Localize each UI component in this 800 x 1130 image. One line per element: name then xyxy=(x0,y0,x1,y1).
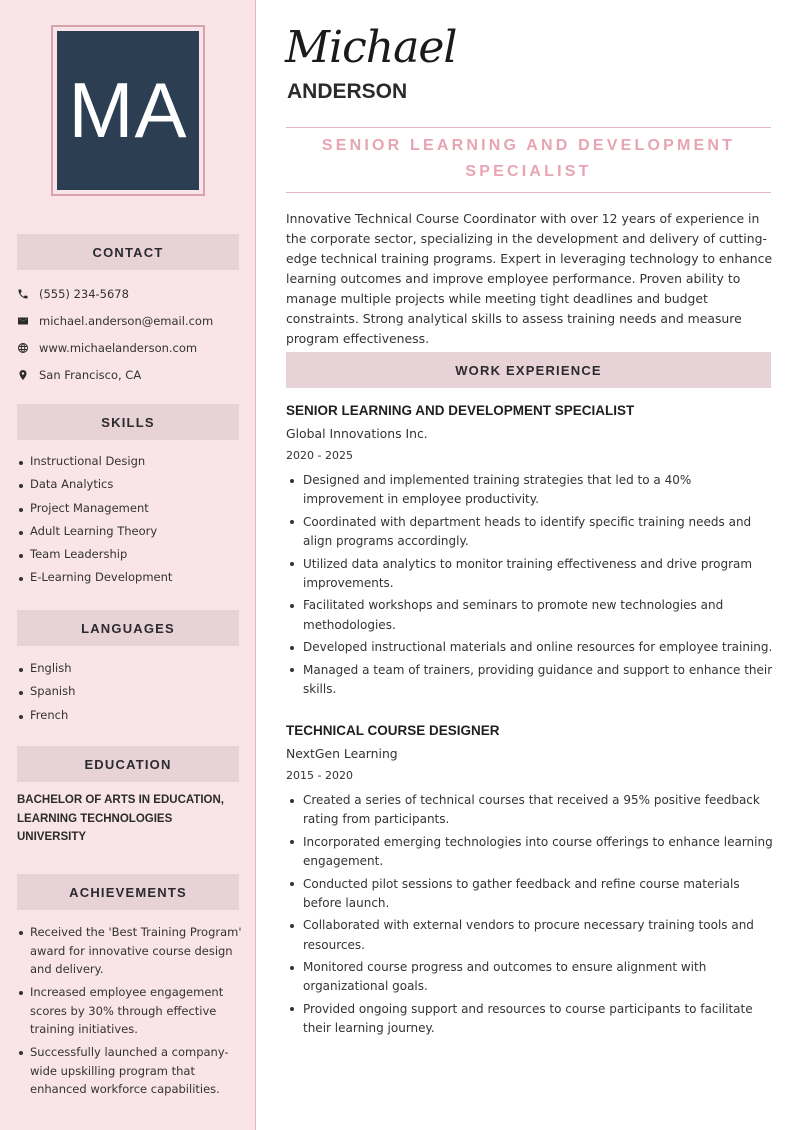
website-text: www.michaelanderson.com xyxy=(39,340,198,355)
job-company: Global Innovations Inc. xyxy=(286,426,428,441)
languages-list xyxy=(17,660,242,730)
achievements-heading: ACHIEVEMENTS xyxy=(17,874,239,910)
education-degree: BACHELOR OF ARTS IN EDUCATION, LEARNING TECHNOLOGIES UNIVERSITY xyxy=(17,794,224,843)
role-title: SENIOR LEARNING AND DEVELOPMENT SPECIALIST xyxy=(321,137,736,180)
job-dates: 2020 - 2025 xyxy=(286,449,353,462)
location-pin-icon xyxy=(17,369,39,381)
contact-location xyxy=(17,361,242,388)
title-divider-bottom xyxy=(286,192,771,193)
monogram: MA xyxy=(57,31,199,190)
contact-list xyxy=(17,280,242,388)
mail-icon xyxy=(17,315,39,327)
education-heading: EDUCATION xyxy=(17,746,239,782)
globe-icon xyxy=(17,342,39,354)
achievement-item: Successfully launched a company-wide upskilling program that enhanced workforce capabilities. xyxy=(17,1043,242,1099)
monogram-frame xyxy=(51,25,205,196)
job-bullet: Conducted pilot sessions to gather feedback and refine course materials before launch. xyxy=(286,875,774,914)
skill-item: Project Management xyxy=(17,500,242,523)
phone-text: (555) 234-5678 xyxy=(39,286,129,301)
skills-list xyxy=(17,453,242,593)
job-bullet: Developed instructional materials and online resources for employee training. xyxy=(286,638,774,657)
job-bullets xyxy=(286,791,774,1039)
skill-item: Adult Learning Theory xyxy=(17,523,242,546)
job-bullet: Provided ongoing support and resources to course participants to facilitate their learning journey. xyxy=(286,1000,774,1039)
phone-icon xyxy=(17,288,39,300)
email-text: michael.anderson@email.com xyxy=(39,313,214,328)
job-entry xyxy=(286,400,774,702)
contact-email[interactable] xyxy=(17,307,242,334)
job-bullet: Coordinated with department heads to identify specific training needs and align programs accordingly. xyxy=(286,513,774,552)
skill-item: E-Learning Development xyxy=(17,569,242,592)
skill-item: Team Leadership xyxy=(17,546,242,569)
language-item: French xyxy=(17,707,242,730)
language-item: English xyxy=(17,660,242,683)
job-bullet: Monitored course progress and outcomes to ensure alignment with organizational goals. xyxy=(286,958,774,997)
achievements-list xyxy=(17,923,242,1103)
job-bullet: Incorporated emerging technologies into course offerings to enhance learning engagement. xyxy=(286,833,774,872)
skills-heading: SKILLS xyxy=(17,404,239,440)
languages-heading: LANGUAGES xyxy=(17,610,239,646)
title-divider-top xyxy=(286,127,771,128)
job-bullet: Created a series of technical courses that received a 95% positive feedback rating from participants. xyxy=(286,791,774,830)
achievement-item: Received the 'Best Training Program' award for innovative course design and delivery. xyxy=(17,923,242,979)
first-name: Michael xyxy=(285,22,457,73)
job-bullets xyxy=(286,471,774,699)
job-dates: 2015 - 2020 xyxy=(286,769,353,782)
skill-item: Data Analytics xyxy=(17,476,242,499)
job-entry xyxy=(286,720,774,1042)
job-bullet: Collaborated with external vendors to procure necessary training tools and resources. xyxy=(286,916,774,955)
job-bullet: Designed and implemented training strategies that led to a 40% improvement in employee productivity. xyxy=(286,471,774,510)
job-bullet: Managed a team of trainers, providing guidance and support to enhance their skills. xyxy=(286,661,774,700)
job-bullet: Facilitated workshops and seminars to promote new technologies and methodologies. xyxy=(286,596,774,635)
contact-phone[interactable] xyxy=(17,280,242,307)
skill-item: Instructional Design xyxy=(17,453,242,476)
contact-heading: CONTACT xyxy=(17,234,239,270)
achievement-item: Increased employee engagement scores by 30% through effective training initiatives. xyxy=(17,983,242,1039)
last-name: ANDERSON xyxy=(287,80,408,103)
work-experience-heading: WORK EXPERIENCE xyxy=(286,352,771,388)
job-company: NextGen Learning xyxy=(286,746,398,761)
profile-summary: Innovative Technical Course Coordinator with over 12 years of experience in the corporate sector, specializing in the development and delivery of cutting-edge technical training programs. Expert in leveraging technology to enhance learning outcomes and improve employee performance. Proven ability to manage multiple projects while meeting tight deadlines and budget constraints. Strong analytical skills to assess training needs and measure program effectiveness. xyxy=(286,211,773,346)
language-item: Spanish xyxy=(17,683,242,706)
job-title: TECHNICAL COURSE DESIGNER xyxy=(286,723,500,738)
job-bullet: Utilized data analytics to monitor training effectiveness and drive program improvements. xyxy=(286,555,774,594)
sidebar xyxy=(0,0,256,1130)
job-title: SENIOR LEARNING AND DEVELOPMENT SPECIALIST xyxy=(286,403,635,418)
location-text: San Francisco, CA xyxy=(39,367,142,382)
contact-website[interactable] xyxy=(17,334,242,361)
